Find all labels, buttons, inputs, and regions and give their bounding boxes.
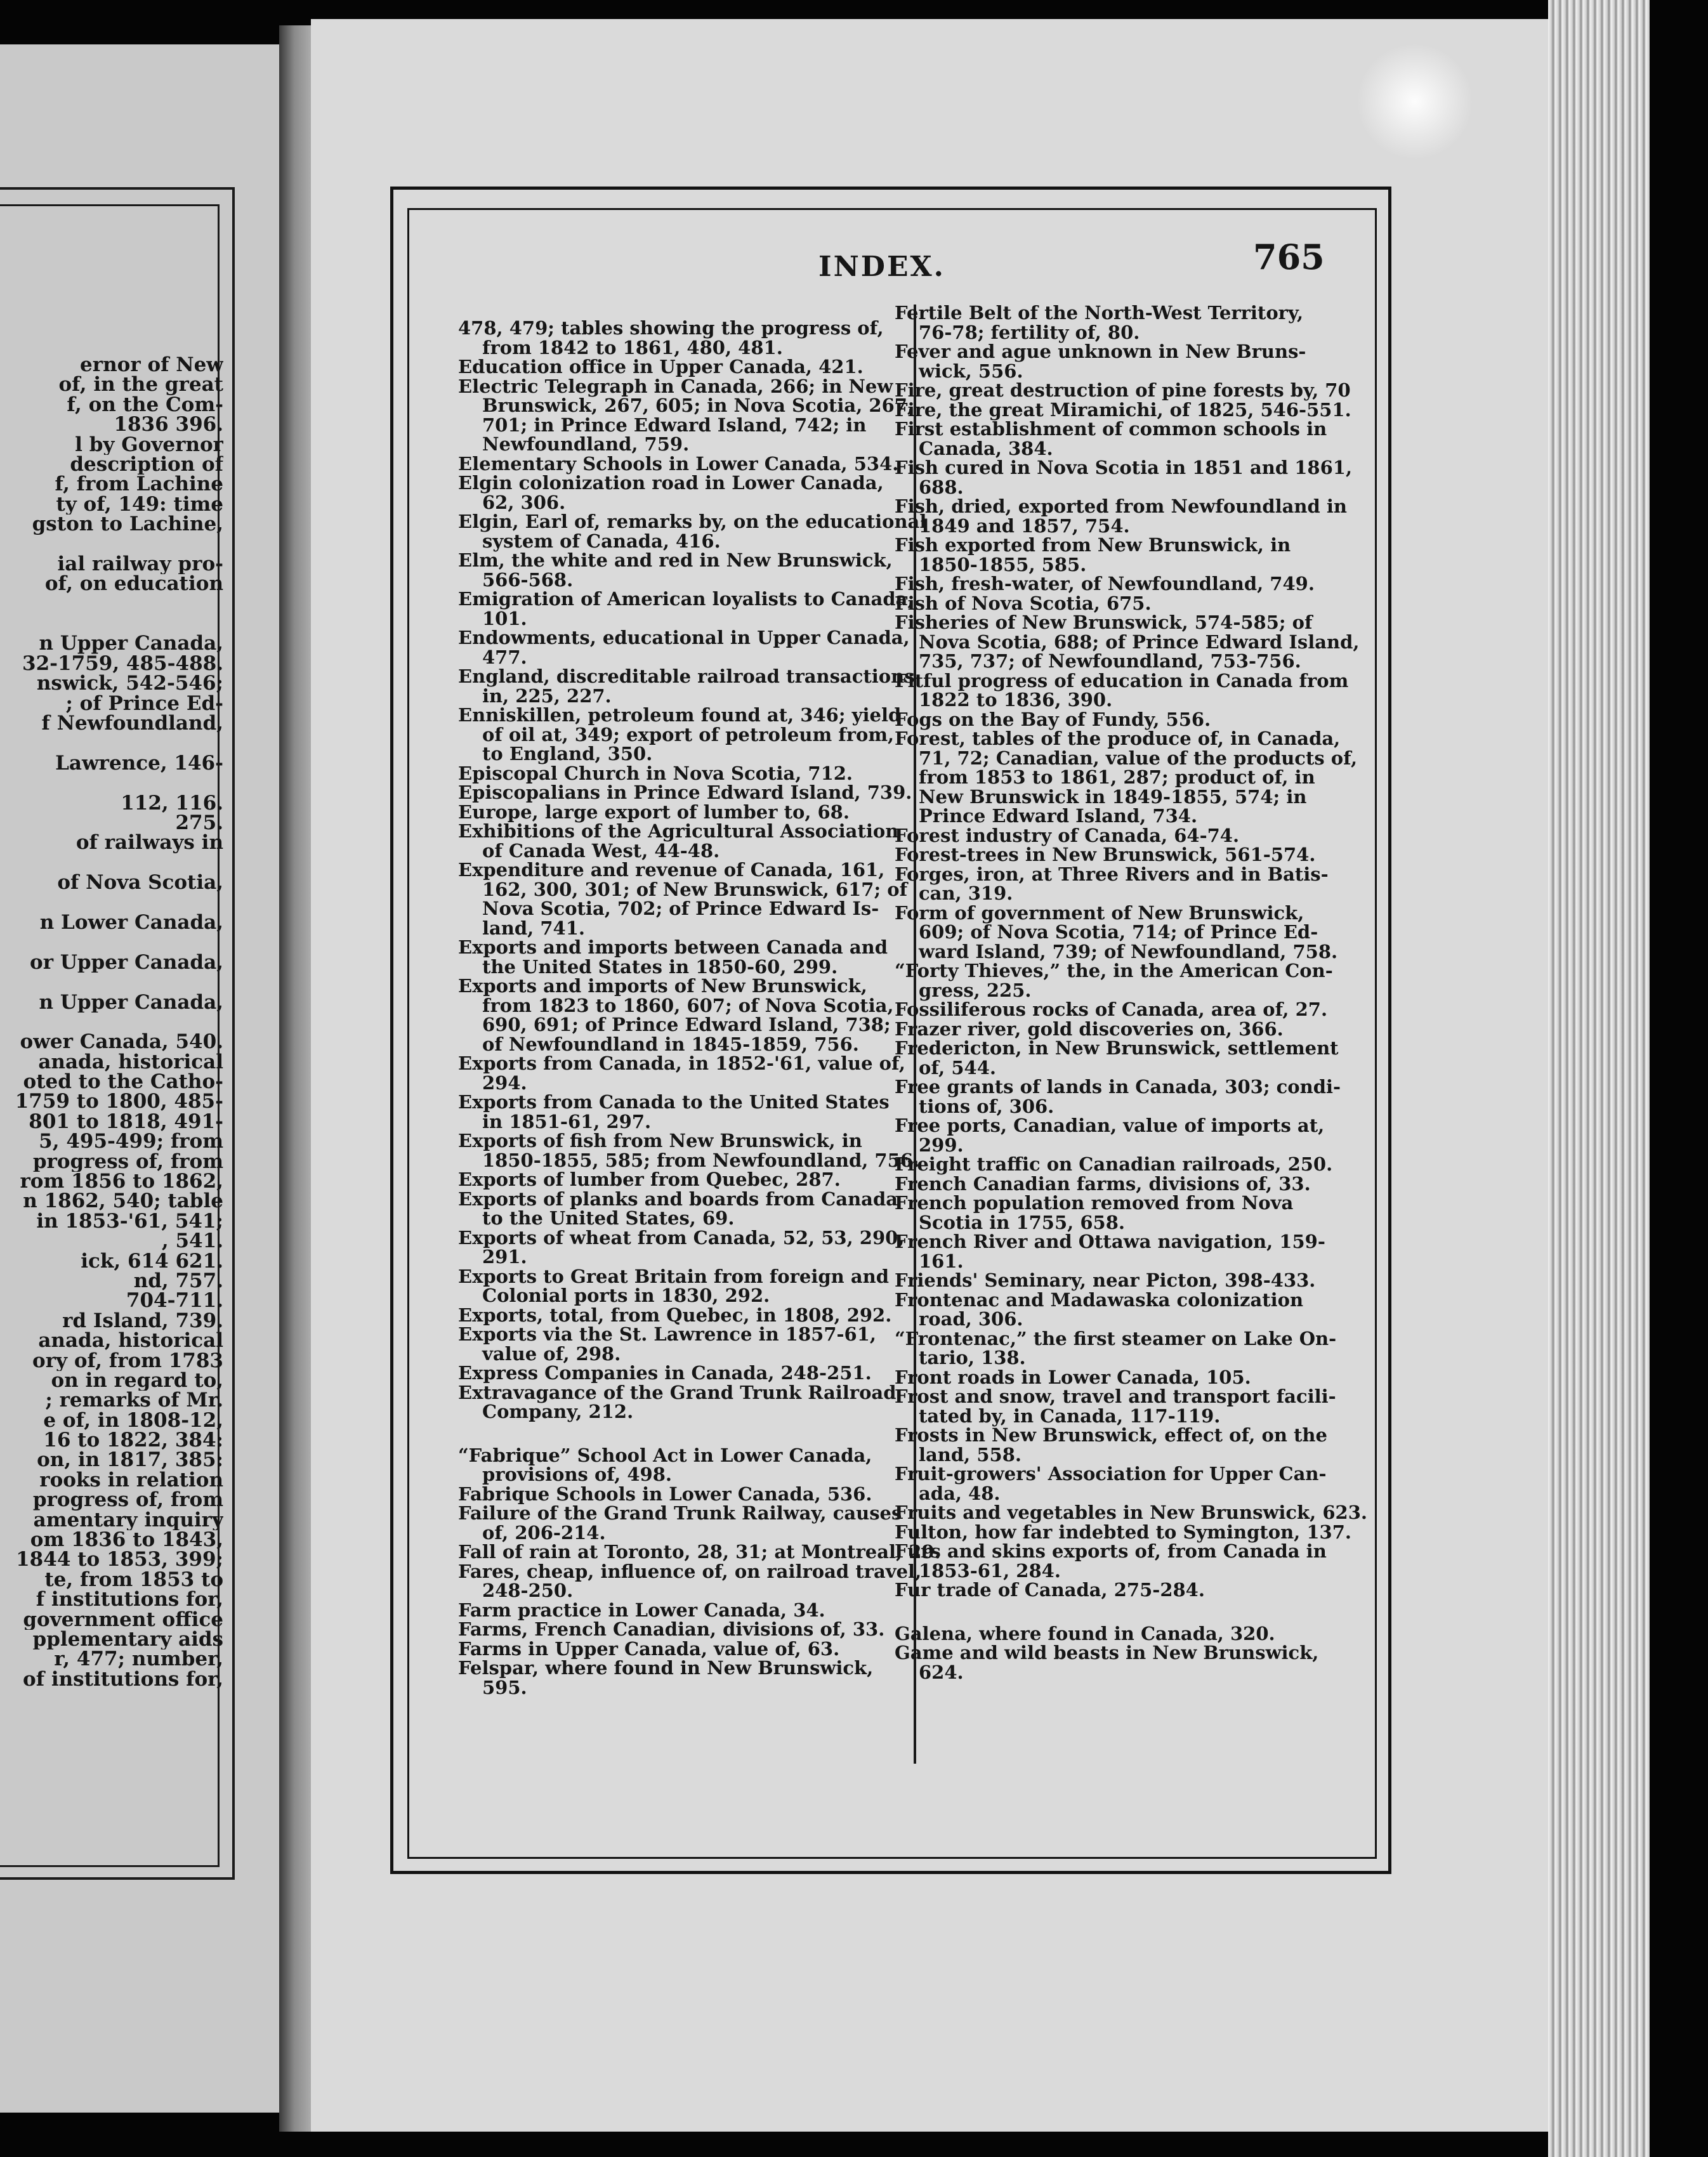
index-entry-line: road, 306. <box>919 1308 1023 1330</box>
index-entry-line: Exports of fish from New Brunswick, in <box>458 1130 862 1151</box>
previous-page-line <box>0 733 223 753</box>
index-entry <box>458 803 907 822</box>
index-entry <box>895 612 1360 672</box>
index-entry-line: Emigration of American loyalists to Canada, <box>458 588 914 610</box>
index-entry <box>895 1502 1367 1523</box>
index-entry <box>458 454 907 474</box>
index-entry-line: 1850-1855, 585; from Newfoundland, 756. <box>482 1149 920 1171</box>
previous-page-line: gston to Lachine, <box>32 515 223 535</box>
index-entry-line: the United States in 1850-60, 299. <box>482 955 838 978</box>
index-entry <box>458 1383 907 1422</box>
index-entry <box>895 1000 1344 1019</box>
index-entry-line: Fire, great destruction of pine forests by, 70 <box>895 379 1351 401</box>
index-entry-line: 690, 691; of Prince Edward Island, 738; <box>482 1014 891 1035</box>
index-entry-line: Farms in Upper Canada, value of, 63. <box>458 1637 840 1660</box>
index-entry-line: “Fabrique” School Act in Lower Canada, <box>458 1444 872 1466</box>
index-entry-line: Fish, dried, exported from Newfoundland in <box>895 495 1347 517</box>
index-entry-line: Expenditure and revenue of Canada, 161, <box>458 859 885 881</box>
index-entry-line: tated by, in Canada, 117-119. <box>919 1405 1221 1427</box>
previous-page-line: ial railway pro- <box>57 554 223 575</box>
index-entry-line: 71, 72; Canadian, value of the products of, <box>919 747 1358 769</box>
page-edges <box>1548 0 1650 2157</box>
index-entry <box>458 1485 907 1504</box>
index-entry-line: Game and wild beasts in New Brunswick, <box>895 1642 1319 1663</box>
index-entry <box>895 1271 1344 1290</box>
index-entry-line: Frosts in New Brunswick, effect of, on the <box>895 1424 1327 1446</box>
previous-page-line: of institutions for, <box>23 1669 223 1690</box>
index-entry-line: Exports to Great Britain from foreign and <box>458 1265 889 1287</box>
previous-page-line: anada, historical <box>38 1052 223 1073</box>
previous-page-line: 704-711. <box>126 1291 223 1311</box>
previous-page-line: amentary inquiry <box>33 1510 223 1531</box>
index-entry <box>895 1368 1344 1387</box>
index-entry-line: Scotia in 1755, 658. <box>919 1211 1125 1233</box>
index-entry-line: Elgin, Earl of, remarks by, on the educational <box>458 511 927 532</box>
index-entry <box>895 903 1344 962</box>
index-entry <box>458 318 907 357</box>
index-entry-line: Freight traffic on Canadian railroads, 250. <box>895 1153 1333 1175</box>
index-entry-line: ward Island, 739; of Newfoundland, 758. <box>919 940 1338 962</box>
index-entry <box>458 1541 941 1563</box>
index-entry <box>458 705 907 764</box>
previous-page-line: 801 to 1818, 491- <box>29 1111 223 1132</box>
previous-page-line: , 541. <box>161 1231 223 1252</box>
index-entry <box>458 1228 907 1267</box>
index-entry-line: Nova Scotia, 688; of Prince Edward Island, <box>919 631 1360 653</box>
previous-page-line: e of, in 1808-12, <box>43 1410 223 1431</box>
index-entry-line: Exports from Canada, in 1852-'61, value of, <box>458 1052 905 1074</box>
index-entry-line: Fruits and vegetables in New Brunswick, 623. <box>895 1502 1367 1523</box>
index-entry-line: Free ports, Canadian, value of imports at, <box>895 1115 1325 1136</box>
index-entry-line: Elm, the white and red in New Brunswick, <box>458 549 893 571</box>
index-entry <box>895 1464 1344 1503</box>
index-entry-line: “Forty Thieves,” the, in the American Con- <box>895 960 1333 981</box>
previous-page-line <box>0 1013 223 1032</box>
index-entry-line: French population removed from Nova <box>895 1192 1294 1214</box>
previous-page-line: rooks in relation <box>39 1470 223 1491</box>
previous-page-line: f, on the Com- <box>67 395 223 416</box>
previous-page-line <box>0 614 223 634</box>
index-entry <box>458 1306 907 1325</box>
index-entry-line: in, 225, 227. <box>482 685 612 707</box>
index-entry-line: Exports, total, from Quebec, in 1808, 292. <box>458 1304 892 1326</box>
index-entry-line: of oil at, 349; export of petroleum from, <box>482 723 895 745</box>
index-entry <box>458 822 907 860</box>
index-entry <box>458 1054 907 1092</box>
index-column-right <box>895 302 1367 1683</box>
previous-page-line: ernor of New <box>80 355 223 376</box>
index-entry <box>895 1387 1344 1426</box>
index-entry-line: Farms, French Canadian, divisions of, 33. <box>458 1618 885 1640</box>
index-entry-line: England, discreditable railroad transactions <box>458 665 915 687</box>
index-entry-line: Canada, 384. <box>919 437 1053 459</box>
index-entry <box>895 1019 1344 1039</box>
index-entry-line: ada, 48. <box>919 1482 1001 1504</box>
index-entry <box>458 938 907 976</box>
index-entry-line: Episcopalians in Prince Edward Island, 739. <box>458 782 912 803</box>
previous-page-line: in 1853-'61, 541; <box>36 1211 223 1232</box>
index-entry-line: of Canada West, 44-48. <box>482 839 720 862</box>
index-entry-line: 624. <box>919 1661 964 1683</box>
previous-page-line: of, on education <box>44 574 223 594</box>
index-entry-line: from 1842 to 1861, 480, 481. <box>482 336 783 358</box>
index-entry <box>458 665 915 707</box>
index-entry <box>458 1658 907 1697</box>
index-entry-line: 478, 479; tables showing the progress of, <box>458 317 884 339</box>
index-entry-line: to the United States, 69. <box>482 1207 735 1229</box>
index-entry-line: 1850-1855, 585. <box>919 553 1087 575</box>
index-entry-line: Fossiliferous rocks of Canada, area of, 27. <box>895 999 1328 1020</box>
index-entry <box>895 865 1344 903</box>
index-entry-line: from 1823 to 1860, 607; of Nova Scotia, <box>482 994 894 1016</box>
previous-page-line: pplementary aids <box>32 1630 223 1650</box>
index-entry-line: 609; of Nova Scotia, 714; of Prince Ed- <box>919 921 1318 943</box>
index-entry-line: 291. <box>482 1246 527 1268</box>
index-entry-line: Felspar, where found in New Brunswick, <box>458 1657 874 1679</box>
index-entry <box>458 357 907 377</box>
previous-page-line: or Upper Canada, <box>30 952 223 973</box>
previous-page-line: 32-1759, 485-488. <box>22 653 223 674</box>
index-entry <box>895 535 1344 574</box>
previous-page-line: of, in the great <box>58 375 223 395</box>
previous-page-line: nd, 757. <box>133 1271 223 1292</box>
index-entry <box>458 764 907 783</box>
index-entry-line: Exports and imports between Canada and <box>458 936 888 958</box>
running-head: INDEX. <box>818 251 945 283</box>
previous-page-line: 1844 to 1853, 399; <box>16 1550 223 1570</box>
index-entry <box>458 1560 922 1601</box>
index-entry-line: Electric Telegraph in Canada, 266; in New <box>458 375 893 397</box>
index-entry-line: Forges, iron, at Three Rivers and in Batis- <box>895 863 1329 885</box>
index-entry-line: from 1853 to 1861, 287; product of, in <box>919 766 1315 788</box>
index-entry-line: Forest, tables of the produce of, in Canada, <box>895 728 1341 749</box>
previous-page-line: f Newfoundland, <box>41 714 223 734</box>
index-entry-line: Farm practice in Lower Canada, 34. <box>458 1599 825 1621</box>
index-entry-line: 477. <box>482 646 527 668</box>
index-entry <box>895 1155 1344 1174</box>
previous-page-line: 275. <box>175 813 223 834</box>
index-entry-line: wick, 556. <box>919 360 1023 382</box>
index-entry <box>895 1329 1344 1368</box>
index-entry-line: system of Canada, 416. <box>482 530 721 552</box>
index-entry <box>458 782 912 803</box>
index-entry <box>895 1039 1344 1077</box>
index-entry <box>895 574 1344 594</box>
index-entry <box>895 1426 1344 1464</box>
previous-page-line: on in regard to, <box>51 1370 223 1391</box>
index-entry-line: Exports and imports of New Brunswick, <box>458 975 867 997</box>
index-entry-line: Exhibitions of the Agricultural Association <box>458 820 899 842</box>
index-entry <box>458 627 910 668</box>
index-entry <box>895 303 1344 342</box>
previous-page-line: 112, 116. <box>121 793 223 813</box>
index-entry <box>458 375 914 455</box>
index-entry-line: Fogs on the Bay of Fundy, 556. <box>895 708 1211 730</box>
index-entry-line: in 1851-61, 297. <box>482 1110 652 1132</box>
index-entry-line: Fitful progress of education in Canada from <box>895 669 1349 692</box>
index-entry <box>458 588 914 629</box>
index-entry-line: Failure of the Grand Trunk Railway, causes <box>458 1502 902 1524</box>
previous-page-line: n Upper Canada, <box>39 992 223 1013</box>
previous-page-line: rom 1856 to 1862, <box>20 1172 223 1192</box>
index-entry <box>895 1290 1344 1329</box>
index-entry-line: 294. <box>482 1072 527 1094</box>
index-entry-line: 566-568. <box>482 568 574 591</box>
index-entry <box>895 1077 1344 1116</box>
index-entry <box>895 1624 1344 1644</box>
index-entry-line: 162, 300, 301; of New Brunswick, 617; of <box>482 878 908 900</box>
index-entry-line: 161. <box>919 1250 964 1272</box>
index-entry-line: Fabrique Schools in Lower Canada, 536. <box>458 1483 872 1505</box>
index-entry-line: Exports of wheat from Canada, 52, 53, 290, <box>458 1226 905 1249</box>
previous-page-line: n 1862, 540; table <box>23 1191 223 1212</box>
index-entry-line: Frontenac and Madawaska colonization <box>895 1288 1304 1311</box>
index-entry <box>895 379 1351 401</box>
index-entry-line: tions of, 306. <box>919 1095 1054 1117</box>
index-entry <box>458 473 907 512</box>
index-entry-line: Elgin colonization road in Lower Canada, <box>458 472 884 494</box>
previous-page-line: n Upper Canada, <box>39 634 223 654</box>
index-entry-line: Extravagance of the Grand Trunk Railroad <box>458 1381 897 1403</box>
previous-page-line: ory of, from 1783 <box>32 1351 223 1371</box>
index-entry-line: Fulton, how far indebted to Symington, 137. <box>895 1521 1351 1543</box>
previous-page-line: te, from 1853 to <box>44 1570 223 1590</box>
index-entry <box>895 845 1344 865</box>
previous-page-line: oted to the Catho- <box>23 1072 223 1092</box>
index-entry-line: 735, 737; of Newfoundland, 753-756. <box>919 650 1301 672</box>
index-entry-line: New Brunswick in 1849-1855, 574; in <box>919 785 1307 808</box>
previous-page-line: anada, historical <box>38 1331 223 1351</box>
previous-page-line <box>0 535 223 554</box>
previous-page-line: f institutions for, <box>36 1590 223 1610</box>
index-entry <box>458 1092 907 1131</box>
previous-page-line: description of <box>70 454 223 475</box>
index-entry-line: 1849 and 1857, 754. <box>919 515 1130 537</box>
index-entry <box>895 669 1349 711</box>
index-entry <box>458 1620 907 1639</box>
previous-page-line <box>0 853 223 873</box>
index-entry-line: Fares, cheap, influence of, on railroad travel, <box>458 1560 922 1582</box>
previous-page-line: 1836 396. <box>114 415 223 435</box>
previous-page-line: f, from Lachine <box>55 475 223 495</box>
index-entry-line: First establishment of common schools in <box>895 418 1327 440</box>
previous-page-line: government office <box>23 1610 223 1630</box>
index-entry-line: Frazer river, gold discoveries on, 366. <box>895 1018 1284 1040</box>
index-entry <box>895 1116 1344 1155</box>
index-entry-line: 688. <box>919 476 964 498</box>
index-entry <box>895 1542 1344 1580</box>
index-entry <box>458 551 907 589</box>
index-entry <box>895 961 1344 1000</box>
index-entry <box>895 342 1344 381</box>
index-entry-line: tario, 138. <box>919 1347 1026 1368</box>
previous-page-line: on, in 1817, 385: <box>37 1450 223 1471</box>
index-entry-line: gress, 225. <box>919 979 1032 1001</box>
previous-page-line: ick, 614 621. <box>81 1251 223 1271</box>
previous-page-line: r, 477; number, <box>54 1649 223 1670</box>
index-entry <box>895 1174 1344 1194</box>
index-entry-line: can, 319. <box>919 882 1013 904</box>
previous-page-line <box>0 773 223 793</box>
index-entry-line: Exports from Canada to the United States <box>458 1091 890 1113</box>
index-entry-line: Exports via the St. Lawrence in 1857-61, <box>458 1323 876 1345</box>
index-entry-line: Fish, fresh-water, of Newfoundland, 749. <box>895 573 1315 594</box>
index-entry <box>895 826 1344 846</box>
index-entry-line: Company, 212. <box>482 1401 634 1422</box>
index-entry <box>895 1232 1344 1271</box>
index-entry-line: 1853-61, 284. <box>919 1559 1061 1582</box>
index-entry <box>458 511 927 552</box>
previous-page-line: n Lower Canada, <box>39 912 223 933</box>
index-entry <box>458 1446 907 1485</box>
index-entry <box>458 1190 907 1228</box>
index-entry-line: Express Companies in Canada, 248-251. <box>458 1362 872 1384</box>
index-entry-line: to England, 350. <box>482 743 653 764</box>
index-entry-line: Newfoundland, 759. <box>482 433 690 455</box>
index-entry <box>895 1521 1351 1543</box>
index-entry <box>458 1130 920 1171</box>
index-entry-line: Exports of lumber from Quebec, 287. <box>458 1169 841 1190</box>
index-entry-line: Fruit-growers' Association for Upper Can- <box>895 1463 1327 1485</box>
index-entry <box>895 710 1344 730</box>
index-entry-line: Fur trade of Canada, 275-284. <box>895 1579 1205 1601</box>
previous-page-line: l by Governor <box>75 435 223 455</box>
index-entry-line: Fish of Nova Scotia, 675. <box>895 592 1152 614</box>
previous-page-line: 1759 to 1800, 485- <box>15 1092 223 1112</box>
index-entry-line: provisions of, 498. <box>482 1464 672 1485</box>
index-entry-line: Fish cured in Nova Scotia in 1851 and 1861, <box>895 457 1353 478</box>
index-entry-line: Front roads in Lower Canada, 105. <box>895 1366 1251 1388</box>
index-entry <box>895 495 1347 537</box>
index-entry-line: Brunswick, 267, 605; in Nova Scotia, 267, <box>482 395 914 416</box>
index-entry <box>458 976 907 1054</box>
index-entry <box>895 457 1353 498</box>
previous-page-line: rd Island, 739. <box>62 1311 223 1332</box>
index-entry-line: Education office in Upper Canada, 421. <box>458 356 864 377</box>
index-column-left <box>458 317 941 1698</box>
index-entry-line: Colonial ports in 1830, 292. <box>482 1285 770 1306</box>
previous-page-text <box>0 355 223 1689</box>
index-entry-line: Fredericton, in New Brunswick, settlement <box>895 1037 1339 1059</box>
page-number: 765 <box>1253 237 1325 277</box>
index-entry-line: Europe, large export of lumber to, 68. <box>458 801 850 823</box>
previous-page <box>0 44 279 2113</box>
index-entry <box>895 1580 1344 1600</box>
index-entry <box>458 1267 907 1306</box>
previous-page-line: ; of Prince Ed- <box>65 693 223 714</box>
index-entry-line: Fisheries of New Brunswick, 574-585; of <box>895 612 1313 633</box>
index-entry-line: French Canadian farms, divisions of, 33. <box>895 1172 1311 1195</box>
previous-page-line: of railways in <box>76 833 223 853</box>
index-entry <box>458 1170 907 1190</box>
index-entry-line: Fever and ague unknown in New Bruns- <box>895 341 1306 362</box>
previous-page-line: 16 to 1822, 384: <box>43 1431 223 1451</box>
index-entry <box>458 1504 907 1542</box>
previous-page-line: ty of, 149: time <box>56 494 223 515</box>
index-entry-line: 76-78; fertility of, 80. <box>919 321 1140 343</box>
index-entry <box>458 860 907 938</box>
index-entry-line: Enniskillen, petroleum found at, 346; yield <box>458 704 902 726</box>
index-entry-line: 101. <box>482 607 527 629</box>
index-entry <box>458 1601 907 1620</box>
previous-page-line: nswick, 542-546; <box>36 674 223 694</box>
index-entry <box>458 1363 907 1383</box>
index-entry <box>895 1193 1344 1232</box>
index-entry-line: of Newfoundland in 1845-1859, 756. <box>482 1033 859 1055</box>
previous-page-line: ; remarks of Mr. <box>45 1391 223 1411</box>
index-entry-line: Galena, where found in Canada, 320. <box>895 1622 1275 1644</box>
index-entry-line: 1822 to 1836, 390. <box>919 689 1113 711</box>
previous-page-line: 5, 495-499; from <box>39 1132 223 1152</box>
previous-page-line <box>0 594 223 614</box>
index-entry-line: Exports of planks and boards from Canada <box>458 1188 898 1210</box>
index-entry-line: 299. <box>919 1134 964 1156</box>
previous-page-line: ower Canada, 540. <box>20 1032 223 1052</box>
index-entry-line: French River and Ottawa navigation, 159- <box>895 1231 1325 1252</box>
index-entry <box>895 419 1344 458</box>
previous-page-line <box>0 893 223 913</box>
index-entry-line: Fertile Belt of the North-West Territory, <box>895 302 1304 324</box>
index-entry-line: land, 741. <box>482 917 585 939</box>
index-entry <box>895 728 1358 827</box>
index-entry-line: Fire, the great Miramichi, of 1825, 546-551. <box>895 398 1351 421</box>
index-entry-line: Fall of rain at Toronto, 28, 31; at Montreal, 29. <box>458 1541 941 1563</box>
index-entry-line: Form of government of New Brunswick, <box>895 901 1304 924</box>
index-entry-line: Furs and skins exports of, from Canada in <box>895 1540 1327 1562</box>
index-entry-line: Endowments, educational in Upper Canada, <box>458 627 910 648</box>
index-entry-line: Episcopal Church in Nova Scotia, 712. <box>458 762 853 784</box>
index-entry-line: value of, 298. <box>482 1342 621 1365</box>
index-entry-line: Fish exported from New Brunswick, in <box>895 534 1291 556</box>
index-entry-line: Elementary Schools in Lower Canada, 534. <box>458 452 899 475</box>
previous-page-line: Lawrence, 146- <box>55 753 223 774</box>
light-flare <box>1358 44 1472 159</box>
index-entry-line: Forest-trees in New Brunswick, 561-574. <box>895 844 1316 865</box>
index-entry-line: 248-250. <box>482 1580 574 1601</box>
index-entry-line: Free grants of lands in Canada, 303; condi- <box>895 1076 1341 1098</box>
index-entry-line: of, 206-214. <box>482 1521 606 1544</box>
index-entry-line: “Frontenac,” the first steamer on Lake On- <box>895 1327 1337 1349</box>
index-entry-line: Friends' Seminary, near Picton, 398-433. <box>895 1269 1316 1291</box>
previous-page-line: om 1836 to 1843, <box>30 1530 223 1551</box>
index-entry <box>458 1639 907 1659</box>
index-entry-line: land, 558. <box>919 1443 1022 1465</box>
index-entry <box>895 1643 1344 1682</box>
index-entry-line: Prince Edward Island, 734. <box>919 805 1198 827</box>
index-entry-line: of, 544. <box>919 1056 997 1078</box>
index-entry-line: 62, 306. <box>482 491 566 513</box>
previous-page-line: progress of, from <box>32 1490 223 1511</box>
previous-page-line <box>0 973 223 992</box>
index-entry-line: 701; in Prince Edward Island, 742; in <box>482 414 867 436</box>
previous-page-line: of Nova Scotia, <box>57 873 223 893</box>
index-entry <box>895 594 1344 613</box>
index-entry-line: Nova Scotia, 702; of Prince Edward Is- <box>482 898 879 919</box>
previous-page-line <box>0 933 223 952</box>
index-entry-line: Forest industry of Canada, 64-74. <box>895 824 1240 846</box>
index-entry <box>895 398 1351 421</box>
index-entry <box>458 1325 907 1363</box>
previous-page-line: progress of, from <box>32 1151 223 1172</box>
index-entry-line: Frost and snow, travel and transport facili- <box>895 1386 1336 1407</box>
index-entry-line: 595. <box>482 1676 527 1698</box>
